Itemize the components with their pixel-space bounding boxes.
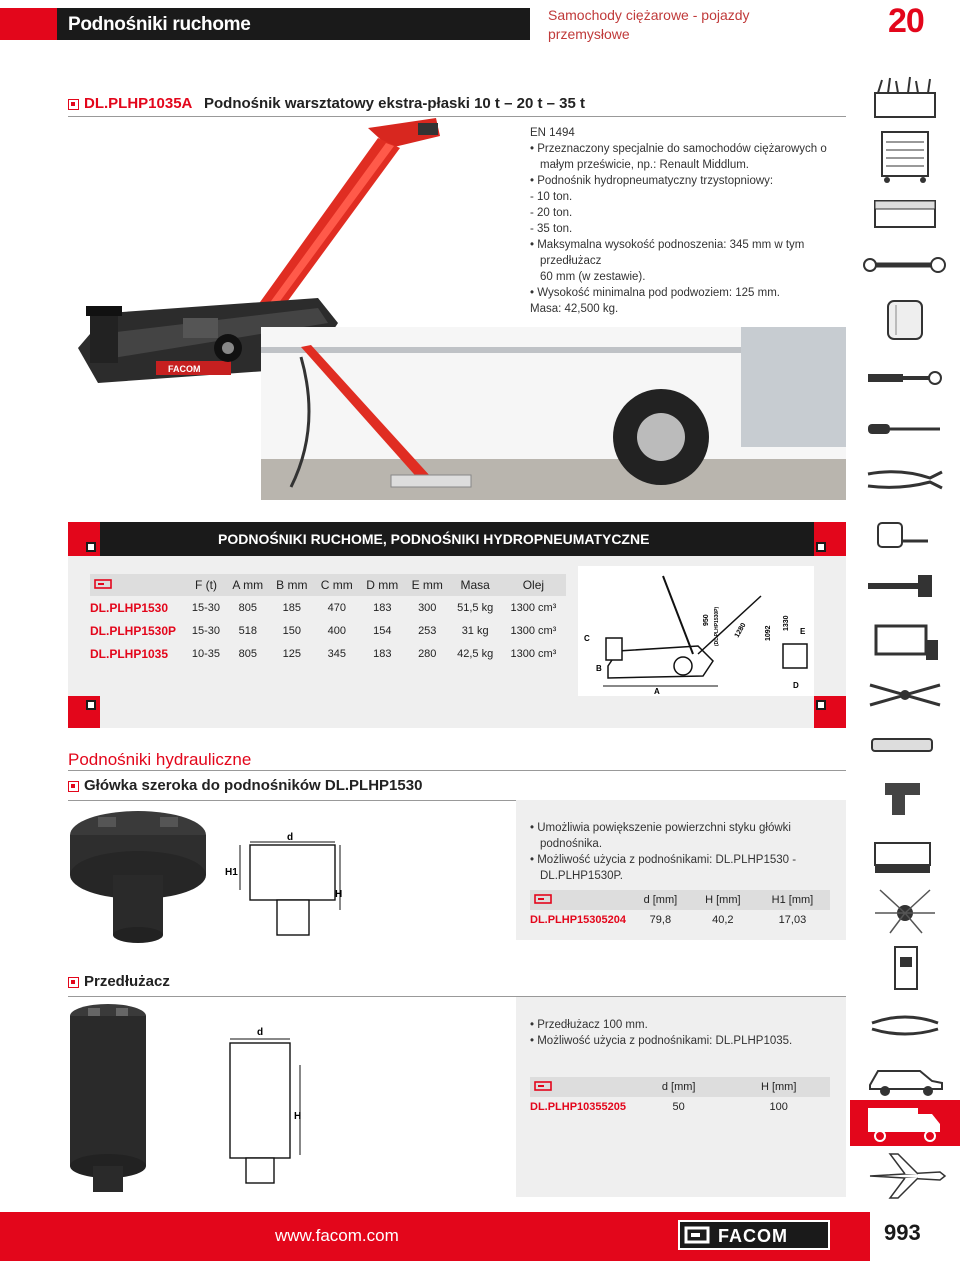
column-header: H [mm] [705,894,741,906]
section2-description [530,820,796,884]
vise-icon[interactable] [860,833,950,873]
description-line: małym prześwicie, np.: Renault Middlum. [540,159,749,171]
extension-drawing [222,1025,322,1195]
corner-square-icon [816,542,826,552]
diagram-label-1092: 1092 [765,625,772,641]
dimension-label-h: H [294,1111,302,1122]
product1-description [530,125,830,317]
description-line: DL.PLHP1530P. [540,870,623,882]
column-header: B mm [276,578,308,592]
pliers-icon[interactable] [860,460,950,500]
table-header-row [530,890,830,910]
description-line: podnośnika. [540,838,603,850]
description-line: - 20 ton. [530,207,573,219]
column-header: Olej [522,578,545,592]
product-code: DL.PLHP15305204 [530,914,626,926]
section3-heading [68,973,170,990]
column-header: E mm [411,578,443,592]
jack-brand-logo: FACOM [168,364,201,374]
screwdriver-icon[interactable] [860,410,950,450]
table-cell: 185 [282,601,301,614]
table-row [90,642,566,665]
table-row [90,619,566,642]
chapter-number: 20 [888,2,924,40]
table-cell: 805 [238,601,257,614]
car-icon[interactable] [860,1055,950,1095]
wide-head-drawing [225,830,360,945]
description-line: • Podnośnik hydropneumatyczny trzystopniowy: [530,175,774,187]
dimension-label-d: d [287,832,294,843]
tape-measure-icon[interactable] [860,515,950,555]
section2-title: Podnośniki hydrauliczne [68,750,252,769]
table-header-row [530,1077,830,1097]
description-line: • Wysokość minimalna pod podwoziem: 125 mm. [530,287,780,299]
product-code: DL.PLHP1530 [90,600,169,615]
impact-wrench-icon[interactable] [860,775,950,815]
page-subtitle: Samochody ciężarowe - pojazdy przemysłowe [548,7,750,42]
divider [68,770,846,771]
table-cell: 280 [418,647,437,660]
spec-table [90,574,566,665]
table-cell: 1300 cm³ [510,601,557,614]
grinding-sparks-icon[interactable] [860,885,950,925]
jack-dimension-diagram [578,566,814,696]
facom-code-icon [530,1077,630,1097]
extension-image [68,1002,148,1202]
product1-name: Podnośnik warsztatowy ekstra-płaski 10 t – 20 t – 35 t [203,95,585,112]
product1-heading [68,95,585,112]
wide-head-image [68,805,208,945]
footer-url[interactable]: www.facom.com [275,1226,399,1245]
description-line: przedłużacz [540,255,602,267]
facom-code-icon [90,574,186,596]
bullet-square-icon [68,99,79,110]
section3-product-name: Przedłużacz [84,973,170,990]
diagram-label-1330: 1330 [783,615,790,631]
table-cell: 15-30 [191,624,221,637]
airplane-icon[interactable] [860,1150,950,1202]
tool-rack-icon[interactable] [860,75,950,115]
table-cell: 518 [238,624,257,637]
column-header: H1 [mm] [771,894,814,906]
diagram-label-c: C [584,634,590,643]
header-red-block [0,8,57,40]
description-line: • Umożliwia powiększenie powierzchni styku główki [530,822,791,834]
spec-panel [68,522,846,728]
description-line: EN 1494 [530,127,575,139]
section3-panel [516,997,846,1197]
column-header: D mm [366,578,399,592]
description-line: - 35 ton. [530,223,573,235]
table-cell: 154 [373,624,392,637]
table-cell: 805 [238,647,257,660]
bullet-square-icon [68,977,79,988]
table-cell: 100 [769,1101,788,1113]
table-cell: 31 kg [461,624,489,637]
section2-panel [516,800,846,940]
column-header: C mm [320,578,353,592]
description-line: • Przeznaczony specjalnie do samochodów ciężarowych o [530,143,827,155]
section3-description [530,1017,792,1049]
bullet-square-icon [68,781,79,792]
description-line: Masa: 42,500 kg. [530,303,619,315]
table-cell: 79,8 [649,914,672,926]
description-line: • Przedłużacz 100 mm. [530,1019,648,1031]
description-line: - 10 ton. [530,191,573,203]
hacksaw-icon[interactable] [860,620,950,660]
footer-brand: FACOM [718,1226,788,1246]
divider [68,116,846,117]
corner-square-icon [86,700,96,710]
page-title: Podnośniki ruchome [68,14,251,35]
facom-code-icon [530,890,630,910]
diagram-label-e: E [800,627,806,636]
section3-table [530,1077,830,1117]
table-cell: 50 [672,1101,685,1113]
tool-cabinet-icon[interactable] [860,130,950,170]
table-cell: 1300 cm³ [510,647,557,660]
wrench-icon[interactable] [860,245,950,285]
table-cell: 183 [373,647,392,660]
diagram-label-d: D [793,681,799,690]
description-line: • Możliwość użycia z podnośnikami: DL.PLHP1035. [530,1035,793,1047]
column-header: F (t) [194,578,217,592]
description-line: 60 mm (w zestawie). [540,271,646,283]
section2-table [530,890,830,930]
table-cell: 183 [373,601,392,614]
product-code: DL.PLHP10355205 [530,1101,626,1113]
section2-heading [68,777,422,794]
bus-photo [261,327,846,500]
section2-product-name: Główka szeroka do podnośników DL.PLHP1530 [84,777,423,794]
table-cell: 150 [282,624,301,637]
page-number: 993 [884,1220,921,1245]
table-cell: 1300 cm³ [510,624,557,637]
facom-logo [678,1220,830,1250]
table-row [90,596,566,619]
clamp-icon[interactable] [860,1003,950,1043]
circuit-breaker-icon[interactable] [860,943,950,983]
crimping-tool-icon[interactable] [860,675,950,715]
table-cell: 40,2 [712,914,734,926]
table-cell: 400 [327,624,346,637]
tester-icon[interactable] [860,725,950,765]
table-cell: 17,03 [778,914,807,926]
table-cell: 253 [418,624,437,637]
table-cell: 15-30 [191,601,221,614]
table-cell: 10-35 [191,647,221,660]
table-cell: 125 [282,647,301,660]
category-sidebar [860,75,950,1205]
column-header: d [mm] [643,894,678,906]
description-line: • Maksymalna wysokość podnoszenia: 345 mm w tym [530,239,805,251]
table-cell: 42,5 kg [457,647,494,660]
column-header: A mm [232,578,264,592]
corner-square-icon [86,542,96,552]
toolbox-icon[interactable] [860,193,950,233]
description-line: • Możliwość użycia z podnośnikami: DL.PLHP1530 - [530,854,797,866]
table-row [530,1097,830,1117]
hammer-icon[interactable] [860,567,950,607]
table-cell: 300 [418,601,437,614]
spec-table-title: PODNOŚNIKI RUCHOME, PODNOŚNIKI HYDROPNEUMATYCZNE [218,531,650,547]
column-header: H [mm] [760,1081,797,1093]
diagram-label-1280: 1280 [733,622,748,639]
truck-category-active[interactable] [850,1100,960,1146]
table-header-row [90,574,566,596]
facom-logo-icon [684,1223,714,1249]
product1-code: DL.PLHP1035A [84,95,192,112]
diagram-label-a: A [654,687,660,696]
page-footer [0,1212,960,1261]
table-cell: 470 [327,601,346,614]
column-header: d [mm] [661,1081,696,1093]
product-code: DL.PLHP1530P [90,623,177,638]
dimension-label-h1: H1 [225,867,238,878]
dimension-label-h: H [335,889,343,900]
table-cell: 51,5 kg [457,601,494,614]
ratchet-icon[interactable] [860,360,950,400]
diagram-label-950: 950 [703,614,710,626]
product-code: DL.PLHP1035 [90,646,169,661]
column-header: Masa [460,578,490,592]
table-row [530,910,830,930]
socket-icon[interactable] [860,297,950,337]
page-header [0,0,960,46]
table-cell: 345 [327,647,346,660]
dimension-label-d: d [257,1027,264,1038]
diagram-label-b: B [596,664,602,673]
diagram-label-note: (DL.PLHP1530P) [714,606,720,646]
corner-square-icon [816,700,826,710]
